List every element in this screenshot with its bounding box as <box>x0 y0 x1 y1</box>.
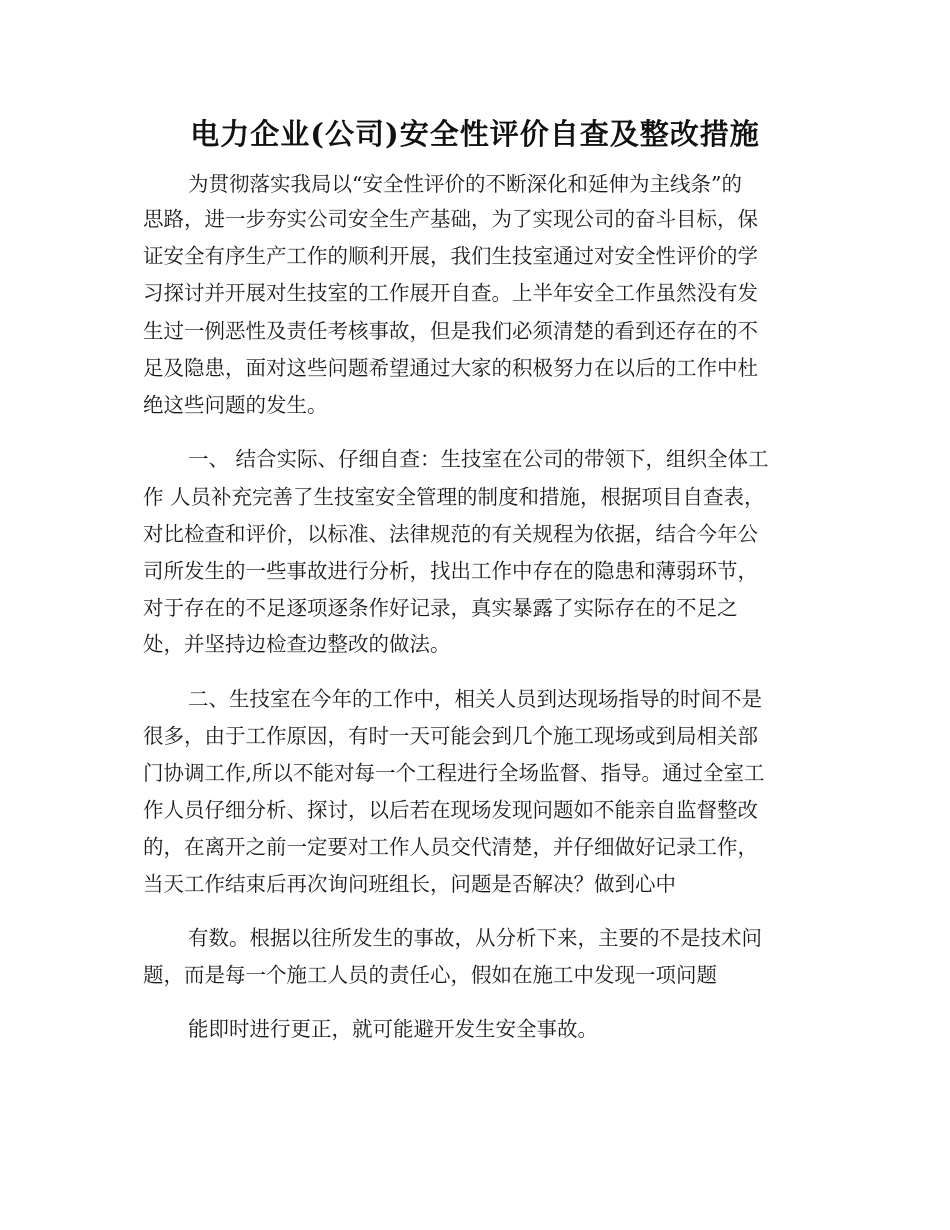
paragraph-1-line-5: 生过一例恶性及责任考核事故，但是我们必须清楚的看到还存在的不 <box>143 319 758 343</box>
paragraph-5-line-1: 能即时进行更正，就可能避开发生安全事故。 <box>188 1017 598 1041</box>
paragraph-2-line-5: 对于存在的不足逐项逐条作好记录，真实暴露了实际存在的不足之 <box>143 596 738 620</box>
paragraph-3-line-2: 很多，由于工作原因，有时一天可能会到几个施工现场或到局相关部 <box>143 724 758 748</box>
paragraph-1-line-4: 习探讨并开展对生技室的工作展开自查。上半年安全工作虽然没有发 <box>143 281 758 305</box>
document-title: 电力企业(公司)安全性评价自查及整改措施 <box>190 117 760 151</box>
paragraph-1-line-3: 证安全有序生产工作的顺利开展，我们生技室通过对安全性评价的学 <box>143 244 758 268</box>
paragraph-3-line-5: 的，在离开之前一定要对工作人员交代清楚，并仔细做好记录工作， <box>143 835 758 859</box>
paragraph-1-line-7: 绝这些问题的发生。 <box>143 393 328 417</box>
paragraph-3-line-4: 作人员仔细分析、探讨，以后若在现场发现问题如不能亲自监督整改 <box>143 798 758 822</box>
paragraph-3-line-6: 当天工作结束后再次询问班组长，问题是否解决？做到心中 <box>143 872 676 896</box>
paragraph-1-line-1: 为贯彻落实我局以“安全性评价的不断深化和延伸为主线条”的 <box>188 172 742 196</box>
paragraph-3-line-1: 二、生技室在今年的工作中，相关人员到达现场指导的时间不是 <box>188 687 762 711</box>
paragraph-2-line-4: 司所发生的一些事故进行分析，找出工作中存在的隐患和薄弱环节， <box>143 559 758 583</box>
paragraph-4-line-1: 有数。根据以往所发生的事故，从分析下来，主要的不是技术问 <box>188 926 762 950</box>
paragraph-2-line-6: 处，并坚持边检查边整改的做法。 <box>143 632 451 656</box>
paragraph-1-line-6: 足及隐患，面对这些问题希望通过大家的积极努力在以后的工作中杜 <box>143 356 758 380</box>
paragraph-2-line-1: 一、 结合实际、仔细自查：生技室在公司的带领下，组织全体工 <box>188 447 769 471</box>
paragraph-1-line-2: 思路，进一步夯实公司安全生产基础，为了实现公司的奋斗目标，保 <box>143 207 758 231</box>
paragraph-4-line-2: 题，而是每一个施工人员的责任心，假如在施工中发现一项问题 <box>143 963 717 987</box>
paragraph-3-line-3: 门协调工作,所以不能对每一个工程进行全场监督、指导。通过全室工 <box>143 761 765 785</box>
paragraph-2-line-2: 作 人员补充完善了生技室安全管理的制度和措施，根据项目自查表， <box>143 485 765 509</box>
paragraph-2-line-3: 对比检查和评价，以标准、法律规范的有关规程为依据，结合今年公 <box>143 522 758 546</box>
